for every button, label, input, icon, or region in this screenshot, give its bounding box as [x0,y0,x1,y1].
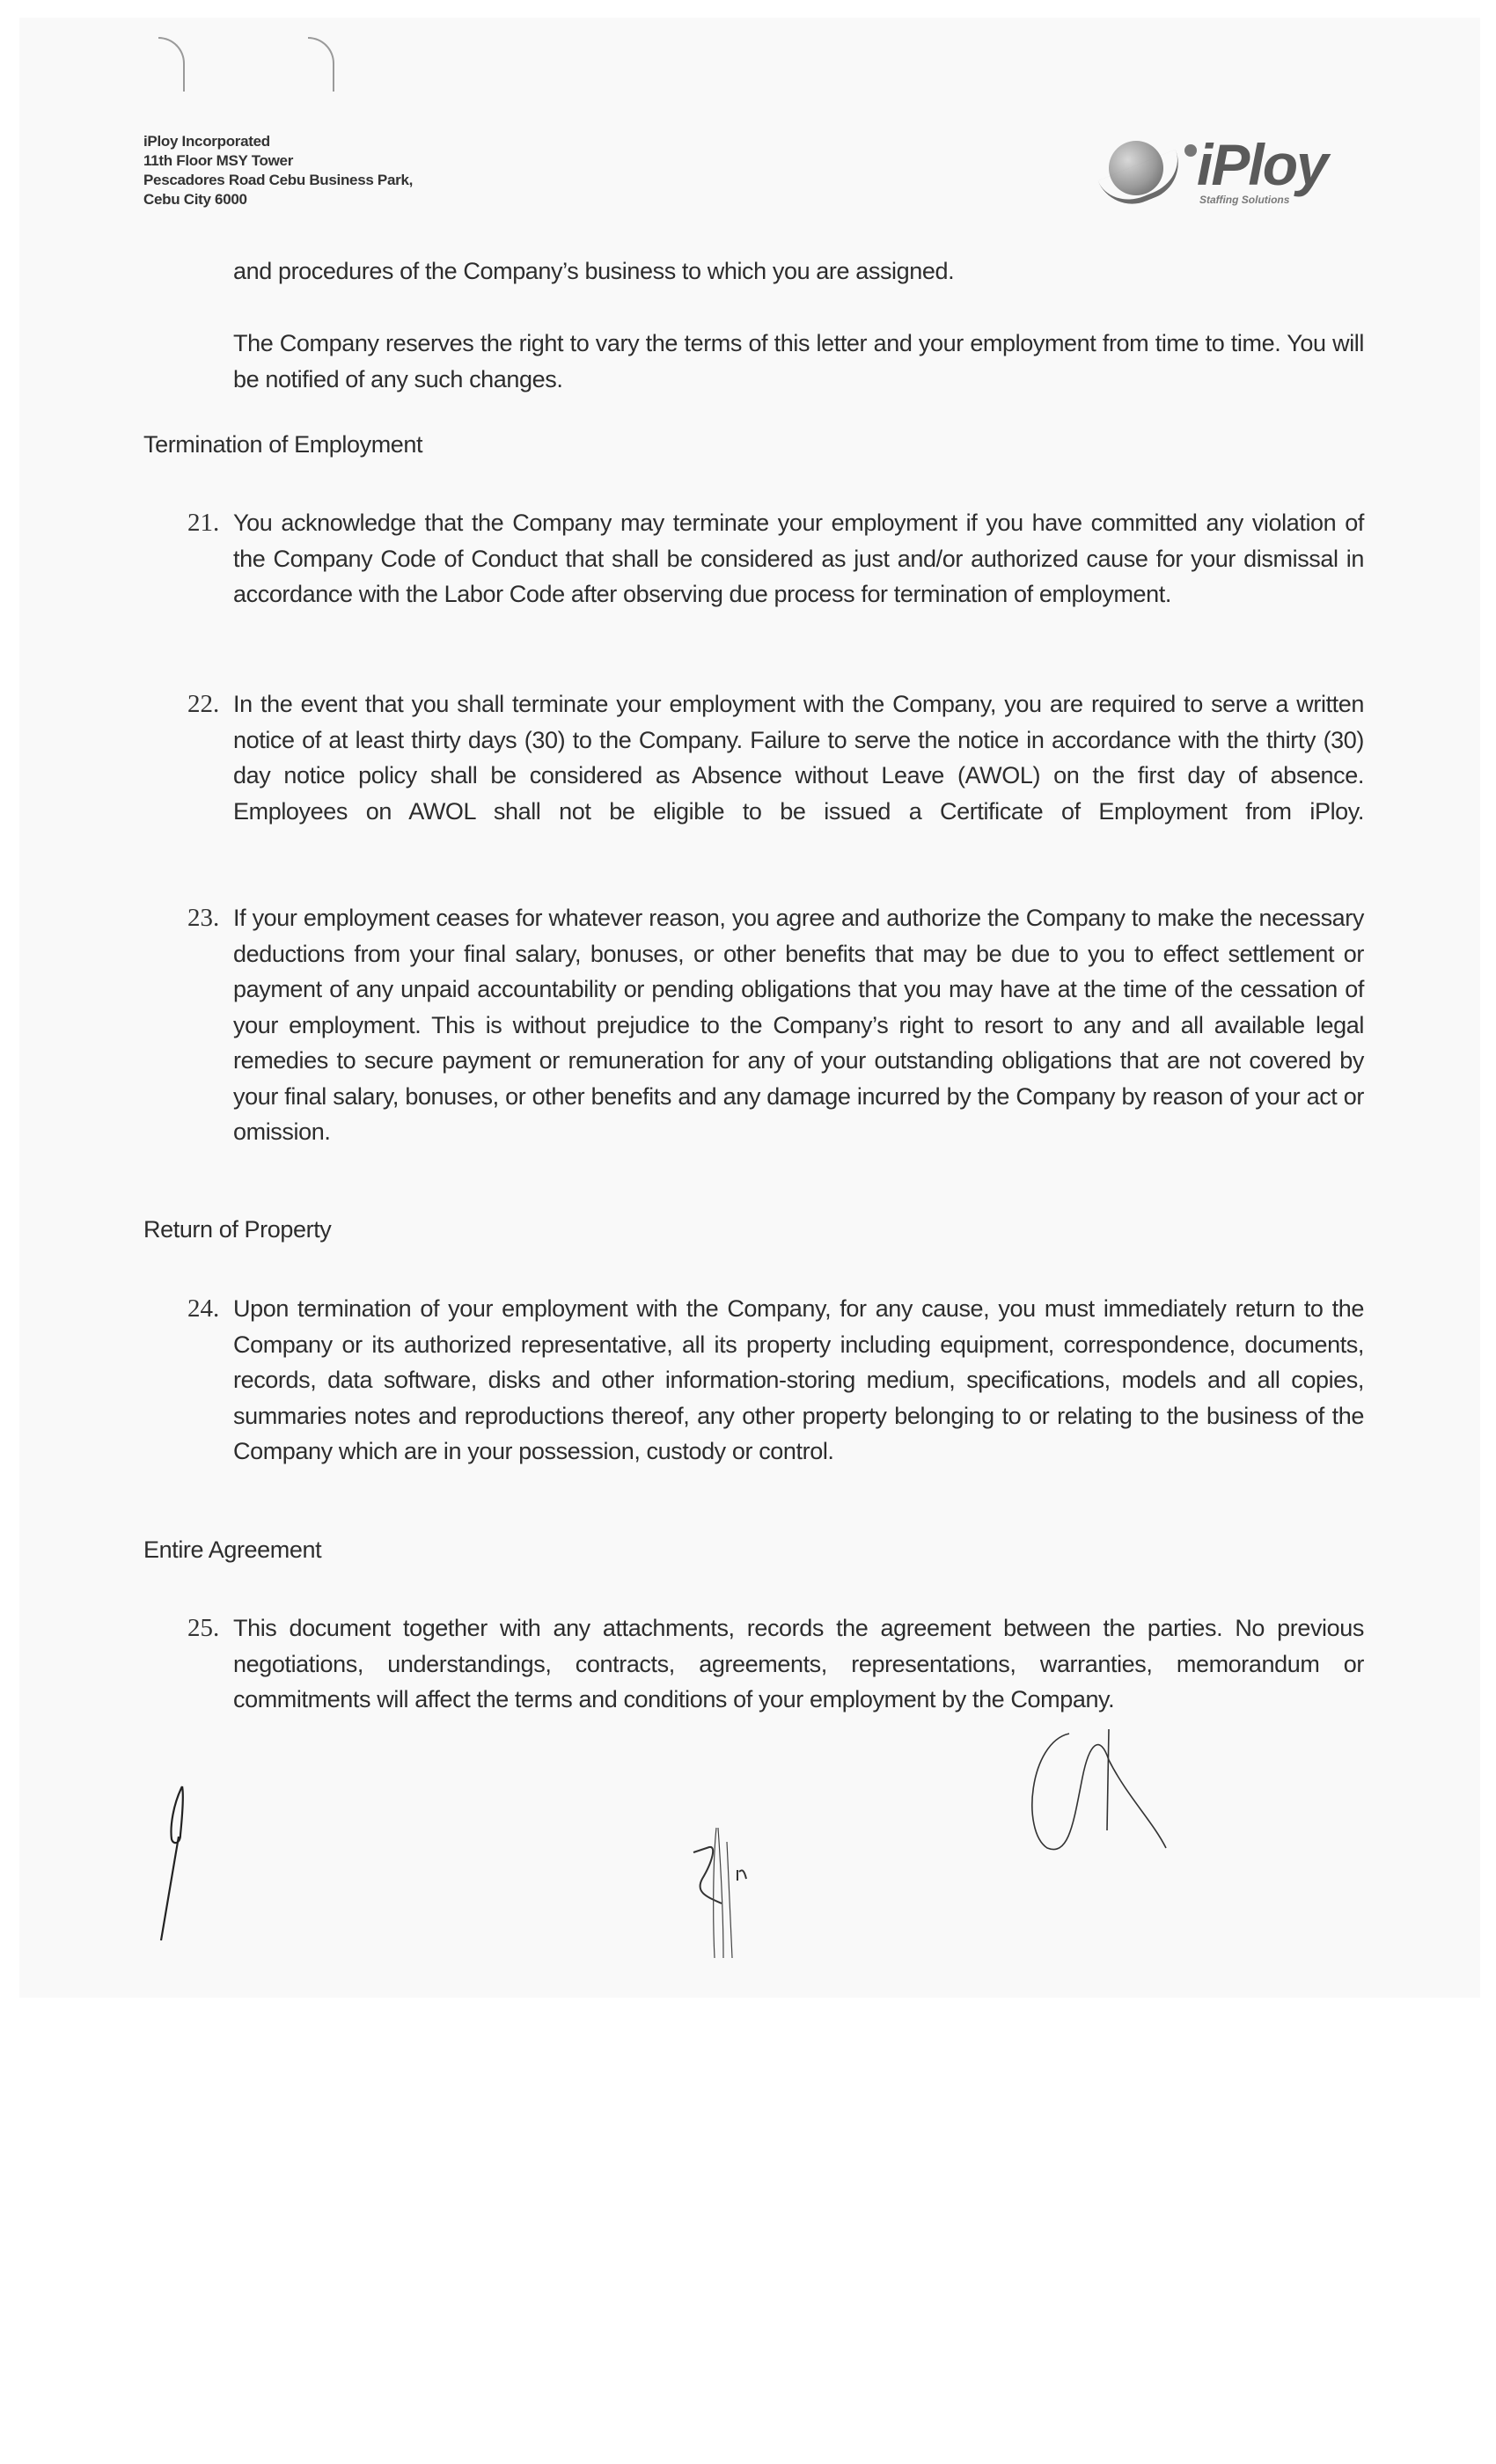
variation-notice-paragraph: The Company reserves the right to vary the terms of this letter and your employment from time to time. You will be notified of any such changes. [233,330,1364,392]
clause-text: If your employment ceases for whatever reason, you agree and authorize the Company to make the necessary deductions from your final salary, bonuses, or other benefits that may be due to you to effect settlement or payment of any unpaid accountability or pending obligations that you may have at the time of the cessation of your employment. This is without prejudice to the Company’s right to resort to any and all available legal remedies to secure payment or remuneration for any of your outstanding obligations that are not covered by your final salary, bonuses, or other benefits and any damage incurred by the Company by reason of your act or omission. [233,905,1364,1145]
clause-number: 24. [187,1294,220,1323]
address-line: Cebu City 6000 [143,191,247,208]
company-logo [1100,130,1346,209]
address-line: 11th Floor MSY Tower [143,152,294,169]
company-address [143,132,413,209]
logo-wordmark: iPloy [1197,132,1327,197]
section-heading-return-of-property: Return of Property [143,1216,332,1243]
clause-number: 25. [187,1614,220,1642]
logo-dot-icon [1184,144,1197,157]
signature-right [1021,1725,1188,1870]
clause-24 [187,1291,1364,1470]
clause-number: 21. [187,509,220,537]
clause-23 [187,900,1364,1150]
clause-25 [187,1610,1364,1718]
address-line: Pescadores Road Cebu Business Park, [143,172,414,188]
handwritten-signature-icon [686,1826,774,1984]
clause-number: 22. [187,690,220,718]
continuation-paragraph: and procedures of the Company’s business to which you are assigned. [233,258,955,284]
address-line: iPloy Incorporated [143,133,270,150]
logo-tagline: Staffing Solutions [1199,194,1290,206]
handwritten-signature-icon [154,1782,207,1958]
clause-text: You acknowledge that the Company may terminate your employment if you have committed any violation of the Company Code of Conduct that shall be considered as just and/or authorized cause for your dismissal in accordance with the Labor Code after observing due process for termination of employment. [233,510,1364,607]
clause-text: In the event that you shall terminate your employment with the Company, you are required to serve a written notice of at least thirty days (30) to the Company. Failure to serve the notice in accordance with the thirty (30) day notice policy shall be considered as Absence without Leave (AWOL) on the first day of absence. Employees on AWOL shall not be eligible to be issued a Certificate of Employment from iPloy. [233,691,1364,825]
section-heading-termination: Termination of Employment [143,431,423,458]
signature-center [686,1826,774,1989]
clause-21 [187,505,1364,612]
handwritten-signature-icon [1021,1725,1188,1866]
clause-number: 23. [187,904,220,932]
clause-22 [187,686,1364,829]
section-heading-entire-agreement: Entire Agreement [143,1536,322,1563]
clause-text: Upon termination of your employment with the Company, for any cause, you must immediately return to the Company or its authorized representative, all its property including equipment, correspondence, documents, records, data software, disks and other information-storing medium, specifications, models and all copies, summaries notes and reproductions thereof, any other property belonging to or relating to the business of the Company which are in your possession, custody or control. [233,1295,1364,1464]
clause-text: This document together with any attachments, records the agreement between the parties. No previous negotiations, understandings, contracts, agreements, representations, warranties, memorandum or commitments will affect the terms and conditions of your employment by the Company. [233,1615,1364,1712]
signature-left [154,1782,207,1962]
